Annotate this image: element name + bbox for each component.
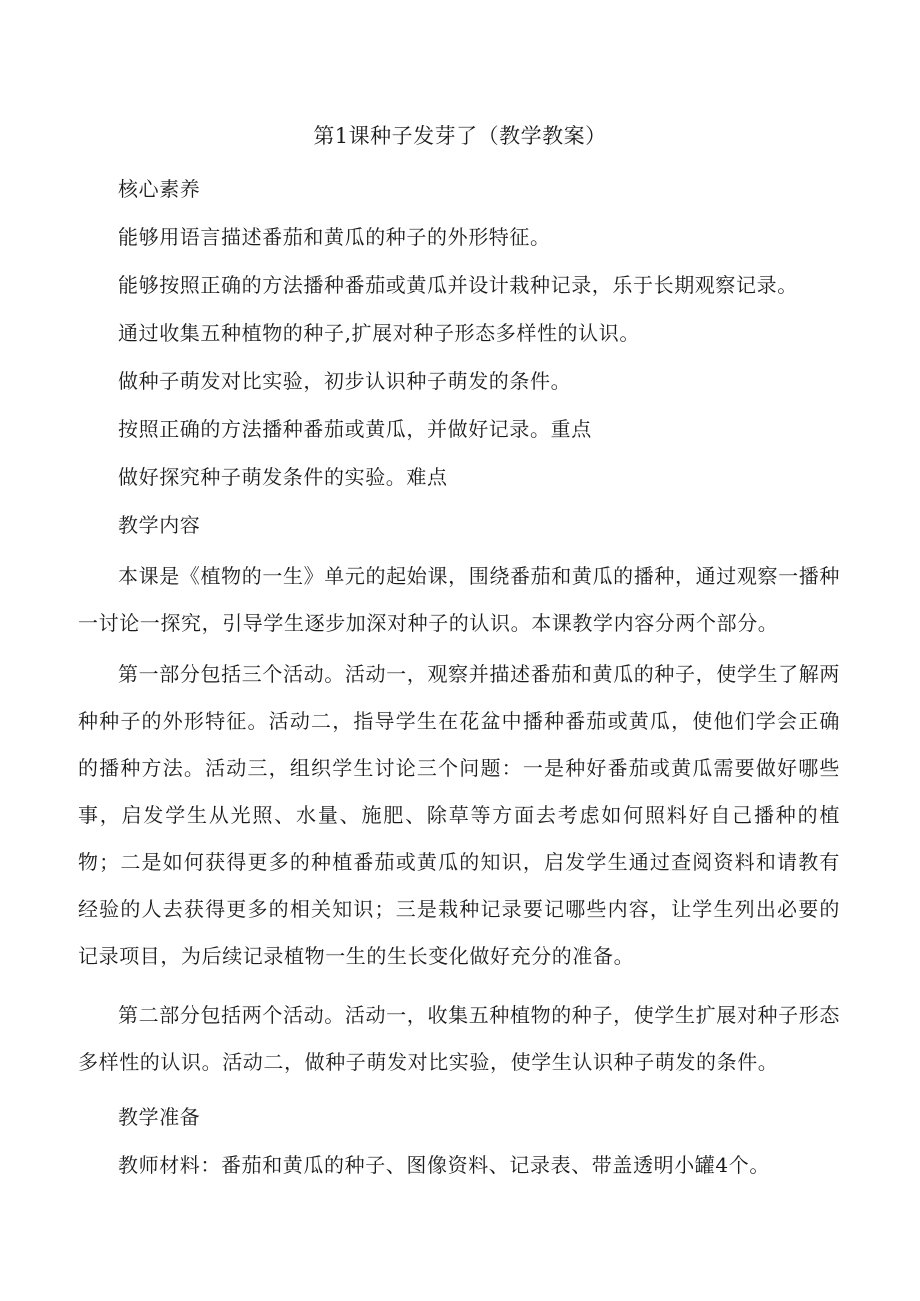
section-heading-teaching-preparation: 教学准备	[118, 1105, 201, 1129]
teaching-content-paragraph: 第二部分包括两个活动。活动一，收集五种植物的种子，使学生扩展对种子形态多样性的认识。活动二，做种子萌发对比实验，使学生认识种子萌发的条件。	[78, 1003, 840, 1074]
section-heading-teaching-content: 教学内容	[118, 513, 201, 537]
teaching-content-paragraph: 本课是《植物的一生》单元的起始课，围绕番茄和黄瓜的播种，通过观察一播种一讨论一探究，引导学生逐步加深对种子的认识。本课教学内容分两个部分。	[78, 564, 840, 635]
core-literacy-item: 通过收集五种植物的种子,扩展对种子形态多样性的认识。	[118, 321, 640, 345]
document-title: 第1课种子发芽了（教学教案）	[313, 124, 607, 148]
key-point-item: 按照正确的方法播种番茄或黄瓜，并做好记录。重点	[118, 417, 592, 441]
core-literacy-item: 能够按照正确的方法播种番茄或黄瓜并设计栽种记录，乐于长期观察记录。	[118, 273, 798, 297]
difficulty-item: 做好探究种子萌发条件的实验。难点	[118, 465, 448, 489]
core-literacy-item: 能够用语言描述番茄和黄瓜的种子的外形特征。	[118, 225, 551, 249]
section-heading-core-literacy: 核心素养	[118, 177, 201, 201]
core-literacy-item: 做种子萌发对比实验，初步认识种子萌发的条件。	[118, 369, 572, 393]
teaching-content-paragraph: 第一部分包括三个活动。活动一，观察并描述番茄和黄瓜的种子，使学生了解两种种子的外形特征。活动二，指导学生在花盆中播种番茄或黄瓜，使他们学会正确的播种方法。活动三，组织学生讨论三个问题：一是种好番茄或黄瓜需要做好哪些事，启发学生从光照、水量、施肥、除草等方面去考虑如何照料好自己播种的植物；二是如何获得更多的种植番茄或黄瓜的知识，启发学生通过查阅资料和请教有经验的人去获得更多的相关知识；三是栽种记录要记哪些内容，让学生列出必要的记录项目，为后续记录植物一生的生长变化做好充分的准备。	[78, 662, 840, 968]
teacher-materials-item: 教师材料：番茄和黄瓜的种子、图像资料、记录表、带盖透明小罐4个。	[118, 1153, 770, 1177]
